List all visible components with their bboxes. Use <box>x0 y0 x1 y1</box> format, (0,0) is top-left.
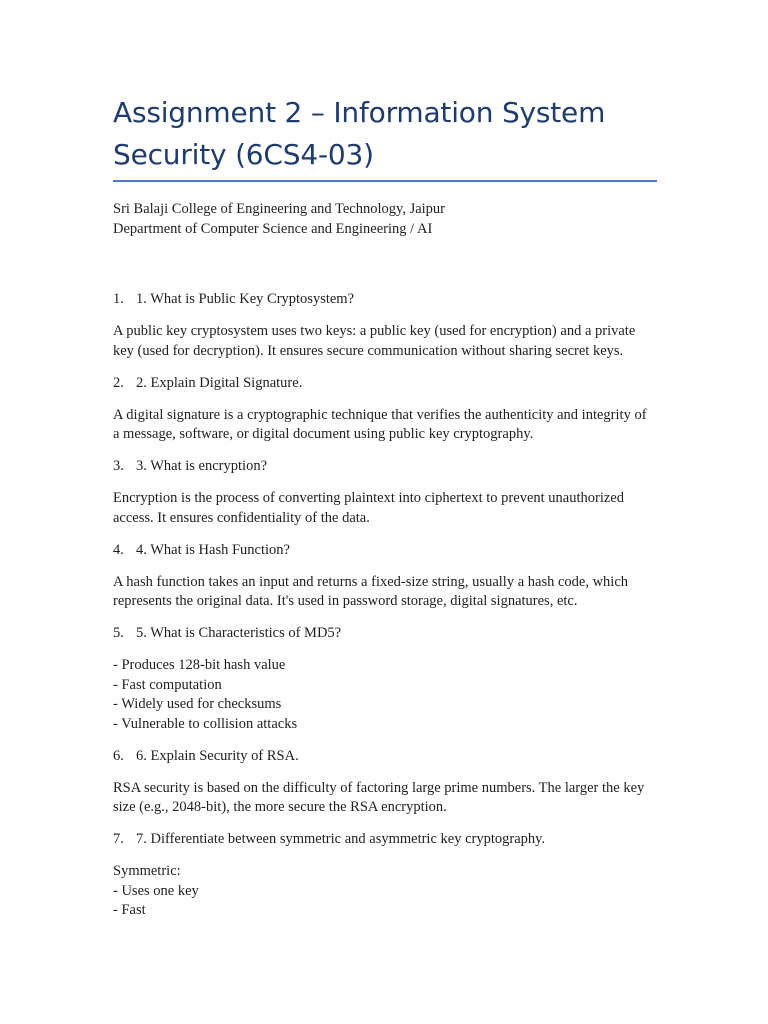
answer-line: RSA security is based on the difficulty of factoring large prime numbers. The larger the key <box>113 779 645 796</box>
title-divider <box>113 180 657 182</box>
answer-line: - Widely used for checksums <box>113 696 282 712</box>
question-number: 2. <box>113 374 124 391</box>
answer-block <box>113 862 658 921</box>
question-number: 5. <box>113 625 124 641</box>
question-text: 3. What is encryption? <box>136 458 268 474</box>
question-number: 6. <box>113 747 124 764</box>
department-name: Department of Computer Science and Engineering / AI <box>113 220 433 237</box>
question-item <box>113 374 658 394</box>
question-item <box>113 541 658 561</box>
answer-line: - Fast computation <box>113 676 222 693</box>
answer-block <box>113 779 658 818</box>
title-line-1: Assignment 2 – Information System <box>113 96 606 129</box>
answer-line: - Fast <box>113 902 146 918</box>
question-item <box>113 457 658 477</box>
question-text: 5. What is Characteristics of MD5? <box>136 625 342 641</box>
answer-line: - Produces 128-bit hash value <box>113 657 286 673</box>
answer-line: size (e.g., 2048-bit), the more secure the RSA encryption. <box>113 799 447 815</box>
answer-line: Symmetric: <box>113 863 181 879</box>
answer-line: Encryption is the process of converting plaintext into ciphertext to prevent unauthorized <box>113 490 624 506</box>
question-text: 7. Differentiate between symmetric and asymmetric key cryptography. <box>136 831 546 847</box>
answer-line: - Uses one key <box>113 882 199 899</box>
question-number: 7. <box>113 831 124 847</box>
question-number: 4. <box>113 541 124 558</box>
question-item <box>113 624 658 644</box>
document-title <box>113 92 658 176</box>
answer-block <box>113 656 658 734</box>
question-item <box>113 830 658 850</box>
answer-block <box>113 406 658 445</box>
question-item <box>113 290 658 310</box>
institution-name: Sri Balaji College of Engineering and Technology, Jaipur <box>113 201 446 217</box>
question-text: 4. What is Hash Function? <box>136 541 290 558</box>
title-line-2: Security (6CS4-03) <box>113 138 374 171</box>
question-text: 2. Explain Digital Signature. <box>136 374 303 391</box>
question-number: 3. <box>113 458 124 474</box>
intro-block <box>113 200 673 239</box>
qa-content <box>113 290 658 933</box>
answer-block <box>113 573 658 612</box>
answer-line: a message, software, or digital document using public key cryptography. <box>113 426 534 442</box>
answer-block <box>113 489 658 528</box>
answer-line: access. It ensures confidentiality of the data. <box>113 509 370 526</box>
answer-line: - Vulnerable to collision attacks <box>113 715 298 732</box>
question-item <box>113 747 658 767</box>
question-text: 1. What is Public Key Cryptosystem? <box>136 291 355 307</box>
answer-line: A digital signature is a cryptographic technique that verifies the authenticity and integrity of <box>113 406 647 423</box>
answer-line: represents the original data. It's used in password storage, digital signatures, etc. <box>113 593 578 609</box>
answer-line: key (used for decryption). It ensures secure communication without sharing secret keys. <box>113 342 624 359</box>
answer-line: A hash function takes an input and returns a fixed-size string, usually a hash code, which <box>113 573 629 590</box>
question-text: 6. Explain Security of RSA. <box>136 747 299 764</box>
answer-line: A public key cryptosystem uses two keys: a public key (used for encryption) and a private <box>113 323 636 339</box>
question-number: 1. <box>113 291 124 307</box>
answer-block <box>113 322 658 361</box>
